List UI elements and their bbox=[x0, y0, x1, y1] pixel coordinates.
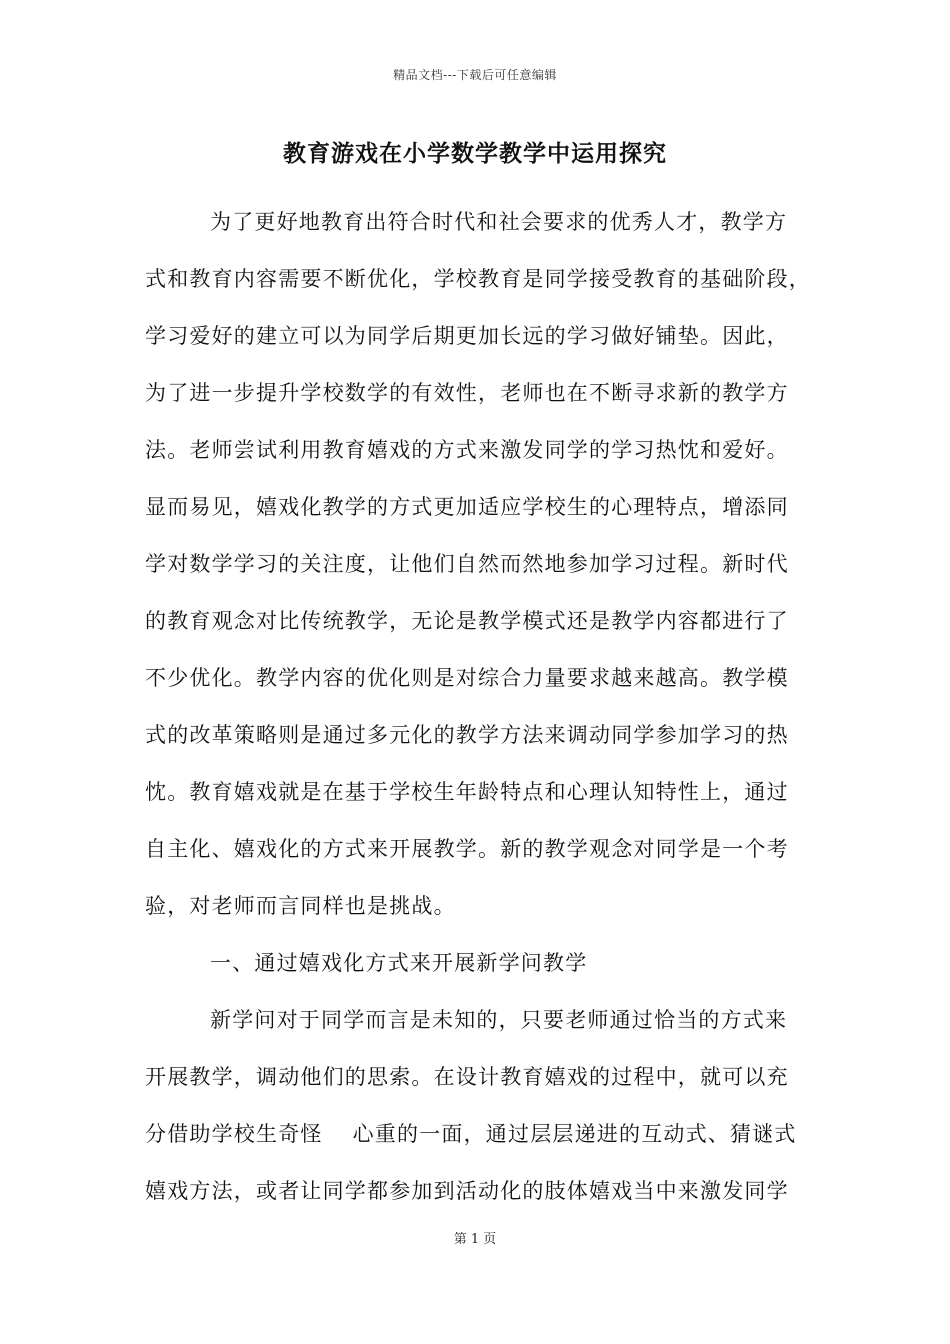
paragraph-line: 显而易见，嬉戏化教学的方式更加适应学校生的心理特点，增添同 bbox=[145, 495, 789, 519]
document-title: 教育游戏在小学数学教学中运用探究 bbox=[283, 140, 667, 167]
paragraph-line: 法。老师尝试利用教育嬉戏的方式来激发同学的学习热忱和爱好。 bbox=[145, 438, 789, 462]
paragraph-line: 嬉戏方法，或者让同学都参加到活动化的肢体嬉戏当中来激发同学 bbox=[145, 1179, 789, 1203]
paragraph-line: 学习爱好的建立可以为同学后期更加长远的学习做好铺垫。因此， bbox=[145, 324, 789, 348]
paragraph-line: 为了进一步提升学校数学的有效性，老师也在不断寻求新的教学方 bbox=[145, 381, 789, 405]
paragraph-line: 不少优化。教学内容的优化则是对综合力量要求越来越高。教学模 bbox=[145, 666, 789, 690]
paragraph-line: 学对数学学习的关注度，让他们自然而然地参加学习过程。新时代 bbox=[145, 552, 789, 576]
paragraph-line: 式和教育内容需要不断优化，学校教育是同学接受教育的基础阶段， bbox=[145, 267, 811, 291]
paragraph-line: 自主化、嬉戏化的方式来开展教学。新的教学观念对同学是一个考 bbox=[145, 837, 789, 861]
page-number: 第 1 页 bbox=[453, 1232, 497, 1247]
line-segment: 分借助学校生奇怪 bbox=[145, 1122, 323, 1146]
paragraph-line: 开展教学，调动他们的思索。在设计教育嬉戏的过程中，就可以充 bbox=[145, 1065, 789, 1089]
paragraph-line: 为了更好地教育出符合时代和社会要求的优秀人才，教学方 bbox=[210, 210, 788, 234]
paragraph-line: 的教育观念对比传统教学，无论是教学模式还是教学内容都进行了 bbox=[145, 609, 789, 633]
section-heading: 一、通过嬉戏化方式来开展新学问教学 bbox=[210, 951, 588, 975]
page-header: 精品文档---下载后可任意编辑 bbox=[393, 68, 557, 82]
paragraph-line bbox=[145, 1119, 797, 1149]
paragraph-line: 验，对老师而言同样也是挑战。 bbox=[145, 894, 456, 918]
paragraph-line: 式的改革策略则是通过多元化的教学方法来调动同学参加学习的热 bbox=[145, 723, 789, 747]
paragraph-line: 新学问对于同学而言是未知的，只要老师通过恰当的方式来 bbox=[210, 1008, 788, 1032]
line-segment: 心重的一面，通过层层递进的互动式、猜谜式 bbox=[352, 1122, 797, 1146]
paragraph-line: 忱。教育嬉戏就是在基于学校生年龄特点和心理认知特性上，通过 bbox=[145, 780, 789, 804]
